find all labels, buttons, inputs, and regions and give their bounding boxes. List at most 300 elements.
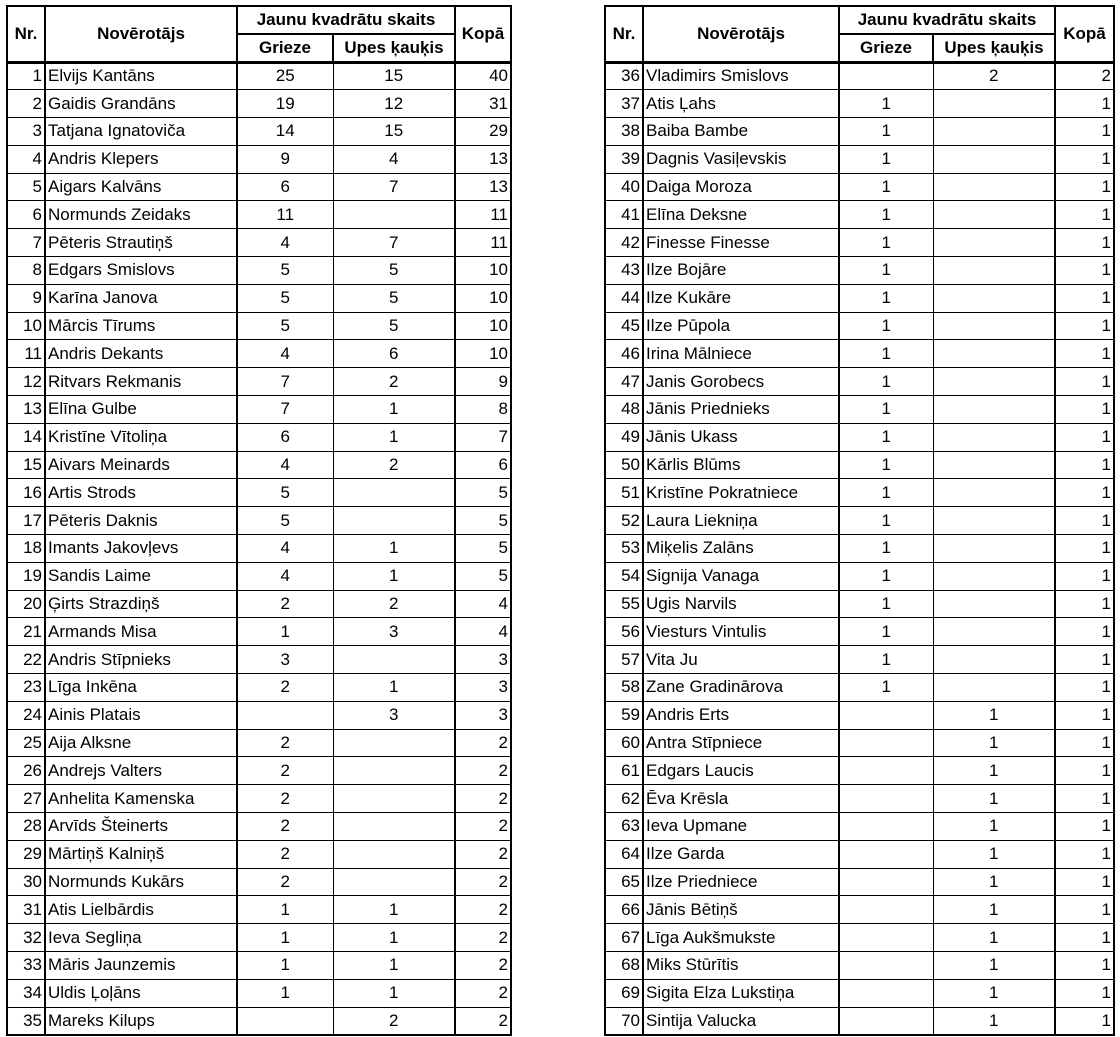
upes-kaukis-count-cell: 1 <box>333 979 455 1007</box>
total-count-cell: 13 <box>455 145 511 173</box>
grieze-count-cell: 1 <box>839 674 933 702</box>
nr-cell: 64 <box>605 840 643 868</box>
observer-name-cell: Jānis Priednieks <box>643 396 839 424</box>
table-row <box>7 451 511 479</box>
grieze-count-cell: 1 <box>839 145 933 173</box>
upes-kaukis-count-cell: 1 <box>333 674 455 702</box>
grieze-count-cell <box>839 62 933 90</box>
upes-kaukis-count-cell: 1 <box>333 535 455 563</box>
table-row <box>605 62 1114 90</box>
upes-kaukis-count-cell <box>933 229 1055 257</box>
total-count-cell: 1 <box>1055 423 1114 451</box>
upes-kaukis-count-cell: 2 <box>333 368 455 396</box>
total-count-cell: 4 <box>455 590 511 618</box>
grieze-count-cell: 1 <box>839 535 933 563</box>
total-count-cell: 6 <box>455 451 511 479</box>
table-row <box>605 646 1114 674</box>
total-count-cell: 1 <box>1055 173 1114 201</box>
upes-kaukis-count-cell <box>933 535 1055 563</box>
table-row <box>605 618 1114 646</box>
table-row <box>605 952 1114 980</box>
nr-cell: 70 <box>605 1007 643 1035</box>
table-row <box>7 201 511 229</box>
total-count-cell: 1 <box>1055 813 1114 841</box>
total-count-cell: 2 <box>455 757 511 785</box>
upes-kaukis-count-cell <box>933 479 1055 507</box>
grieze-count-cell <box>839 979 933 1007</box>
nr-cell: 27 <box>7 785 45 813</box>
upes-kaukis-count-cell <box>933 618 1055 646</box>
observer-name-cell: Andris Stīpnieks <box>45 646 237 674</box>
header-observer: Novērotājs <box>643 6 839 62</box>
nr-cell: 30 <box>7 868 45 896</box>
total-count-cell: 1 <box>1055 924 1114 952</box>
grieze-count-cell <box>839 924 933 952</box>
total-count-cell: 2 <box>455 979 511 1007</box>
observer-name-cell: Mareks Kilups <box>45 1007 237 1035</box>
observer-name-cell: Normunds Zeidaks <box>45 201 237 229</box>
total-count-cell: 11 <box>455 229 511 257</box>
nr-cell: 69 <box>605 979 643 1007</box>
header-nr: Nr. <box>7 6 45 62</box>
upes-kaukis-count-cell: 12 <box>333 90 455 118</box>
nr-cell: 38 <box>605 118 643 146</box>
observer-name-cell: Ainis Platais <box>45 701 237 729</box>
upes-kaukis-count-cell: 1 <box>933 868 1055 896</box>
nr-cell: 63 <box>605 813 643 841</box>
upes-kaukis-count-cell <box>933 396 1055 424</box>
header-nr: Nr. <box>605 6 643 62</box>
table-row <box>605 423 1114 451</box>
total-count-cell: 2 <box>455 1007 511 1035</box>
grieze-count-cell: 4 <box>237 562 333 590</box>
table-row <box>605 201 1114 229</box>
observer-name-cell: Vladimirs Smislovs <box>643 62 839 90</box>
nr-cell: 61 <box>605 757 643 785</box>
grieze-count-cell <box>839 952 933 980</box>
total-count-cell: 1 <box>1055 145 1114 173</box>
grieze-count-cell: 1 <box>839 423 933 451</box>
upes-kaukis-count-cell: 1 <box>933 785 1055 813</box>
observer-name-cell: Irina Mālniece <box>643 340 839 368</box>
observer-name-cell: Sintija Valucka <box>643 1007 839 1035</box>
upes-kaukis-count-cell: 1 <box>333 952 455 980</box>
table-row <box>605 868 1114 896</box>
upes-kaukis-count-cell: 7 <box>333 173 455 201</box>
nr-cell: 33 <box>7 952 45 980</box>
total-count-cell: 9 <box>455 368 511 396</box>
observer-name-cell: Tatjana Ignatoviča <box>45 118 237 146</box>
observer-name-cell: Edgars Laucis <box>643 757 839 785</box>
table-row <box>7 284 511 312</box>
upes-kaukis-count-cell: 1 <box>333 896 455 924</box>
observer-name-cell: Daiga Moroza <box>643 173 839 201</box>
table-row <box>7 535 511 563</box>
grieze-count-cell <box>839 840 933 868</box>
nr-cell: 22 <box>7 646 45 674</box>
upes-kaukis-count-cell <box>933 451 1055 479</box>
observer-name-cell: Janis Gorobecs <box>643 368 839 396</box>
upes-kaukis-count-cell: 5 <box>333 284 455 312</box>
table-row <box>7 562 511 590</box>
observer-name-cell: Edgars Smislovs <box>45 257 237 285</box>
nr-cell: 23 <box>7 674 45 702</box>
observer-name-cell: Līga Aukšmukste <box>643 924 839 952</box>
header-grieze: Grieze <box>839 34 933 62</box>
grieze-count-cell <box>237 1007 333 1035</box>
total-count-cell: 2 <box>455 868 511 896</box>
nr-cell: 66 <box>605 896 643 924</box>
upes-kaukis-count-cell <box>933 312 1055 340</box>
observer-name-cell: Antra Stīpniece <box>643 729 839 757</box>
table-row <box>605 840 1114 868</box>
nr-cell: 14 <box>7 423 45 451</box>
nr-cell: 65 <box>605 868 643 896</box>
total-count-cell: 1 <box>1055 896 1114 924</box>
header-new-squares: Jaunu kvadrātu skaits <box>839 6 1055 34</box>
observer-name-cell: Kristīne Vītoliņa <box>45 423 237 451</box>
observer-name-cell: Ilze Garda <box>643 840 839 868</box>
total-count-cell: 1 <box>1055 201 1114 229</box>
grieze-count-cell: 1 <box>839 229 933 257</box>
nr-cell: 62 <box>605 785 643 813</box>
table-row <box>7 701 511 729</box>
table-row <box>7 1007 511 1035</box>
upes-kaukis-count-cell: 1 <box>933 757 1055 785</box>
grieze-count-cell: 1 <box>839 507 933 535</box>
grieze-count-cell: 7 <box>237 368 333 396</box>
grieze-count-cell: 1 <box>839 118 933 146</box>
observer-name-cell: Miks Stūrītis <box>643 952 839 980</box>
total-count-cell: 1 <box>1055 646 1114 674</box>
total-count-cell: 1 <box>1055 590 1114 618</box>
nr-cell: 42 <box>605 229 643 257</box>
observer-name-cell: Elvijs Kantāns <box>45 62 237 90</box>
grieze-count-cell: 1 <box>839 90 933 118</box>
nr-cell: 40 <box>605 173 643 201</box>
total-count-cell: 3 <box>455 646 511 674</box>
table-row <box>605 479 1114 507</box>
grieze-count-cell: 1 <box>237 952 333 980</box>
total-count-cell: 10 <box>455 284 511 312</box>
observer-name-cell: Andris Klepers <box>45 145 237 173</box>
table-row <box>605 924 1114 952</box>
total-count-cell: 8 <box>455 396 511 424</box>
table-row <box>7 757 511 785</box>
observer-name-cell: Ugis Narvils <box>643 590 839 618</box>
header-upes-kaukis: Upes ķauķis <box>333 34 455 62</box>
observer-name-cell: Dagnis Vasiļevskis <box>643 145 839 173</box>
observer-table-left <box>6 5 512 1036</box>
table-row <box>605 757 1114 785</box>
observer-name-cell: Sigita Elza Lukstiņa <box>643 979 839 1007</box>
upes-kaukis-count-cell <box>933 201 1055 229</box>
nr-cell: 28 <box>7 813 45 841</box>
grieze-count-cell: 2 <box>237 813 333 841</box>
total-count-cell: 2 <box>455 785 511 813</box>
table-row <box>605 562 1114 590</box>
upes-kaukis-count-cell: 2 <box>333 451 455 479</box>
nr-cell: 36 <box>605 62 643 90</box>
grieze-count-cell: 19 <box>237 90 333 118</box>
grieze-count-cell: 1 <box>839 646 933 674</box>
table-row <box>7 145 511 173</box>
upes-kaukis-count-cell: 4 <box>333 145 455 173</box>
nr-cell: 53 <box>605 535 643 563</box>
total-count-cell: 40 <box>455 62 511 90</box>
grieze-count-cell: 25 <box>237 62 333 90</box>
total-count-cell: 2 <box>1055 62 1114 90</box>
table-row <box>605 896 1114 924</box>
grieze-count-cell: 4 <box>237 451 333 479</box>
table-body-left <box>7 62 511 1035</box>
total-count-cell: 1 <box>1055 118 1114 146</box>
table-row <box>7 229 511 257</box>
table-row <box>7 118 511 146</box>
table-row <box>605 312 1114 340</box>
table-row <box>7 479 511 507</box>
upes-kaukis-count-cell <box>333 201 455 229</box>
observer-name-cell: Miķelis Zalāns <box>643 535 839 563</box>
nr-cell: 68 <box>605 952 643 980</box>
nr-cell: 19 <box>7 562 45 590</box>
nr-cell: 32 <box>7 924 45 952</box>
grieze-count-cell: 1 <box>839 479 933 507</box>
table-row <box>7 729 511 757</box>
total-count-cell: 2 <box>455 813 511 841</box>
observer-name-cell: Viesturs Vintulis <box>643 618 839 646</box>
upes-kaukis-count-cell: 1 <box>933 952 1055 980</box>
grieze-count-cell: 1 <box>839 201 933 229</box>
nr-cell: 12 <box>7 368 45 396</box>
table-row <box>605 396 1114 424</box>
table-row <box>7 674 511 702</box>
nr-cell: 49 <box>605 423 643 451</box>
grieze-count-cell: 5 <box>237 284 333 312</box>
total-count-cell: 1 <box>1055 479 1114 507</box>
observer-name-cell: Andris Dekants <box>45 340 237 368</box>
nr-cell: 10 <box>7 312 45 340</box>
table-body-right <box>605 62 1114 1035</box>
total-count-cell: 1 <box>1055 90 1114 118</box>
observer-name-cell: Pēteris Strautiņš <box>45 229 237 257</box>
nr-cell: 51 <box>605 479 643 507</box>
nr-cell: 1 <box>7 62 45 90</box>
observer-name-cell: Uldis Ļoļāns <box>45 979 237 1007</box>
upes-kaukis-count-cell <box>933 507 1055 535</box>
observer-name-cell: Normunds Kukārs <box>45 868 237 896</box>
observer-name-cell: Laura Liekniņa <box>643 507 839 535</box>
upes-kaukis-count-cell: 7 <box>333 229 455 257</box>
table-row <box>605 145 1114 173</box>
table-row <box>605 701 1114 729</box>
grieze-count-cell <box>237 701 333 729</box>
nr-cell: 11 <box>7 340 45 368</box>
table-row <box>605 674 1114 702</box>
table-row <box>7 507 511 535</box>
nr-cell: 57 <box>605 646 643 674</box>
upes-kaukis-count-cell <box>333 868 455 896</box>
grieze-count-cell: 5 <box>237 507 333 535</box>
upes-kaukis-count-cell <box>933 590 1055 618</box>
nr-cell: 15 <box>7 451 45 479</box>
nr-cell: 60 <box>605 729 643 757</box>
observer-name-cell: Anhelita Kamenska <box>45 785 237 813</box>
nr-cell: 58 <box>605 674 643 702</box>
table-row <box>605 118 1114 146</box>
total-count-cell: 1 <box>1055 257 1114 285</box>
upes-kaukis-count-cell: 15 <box>333 62 455 90</box>
nr-cell: 41 <box>605 201 643 229</box>
nr-cell: 54 <box>605 562 643 590</box>
upes-kaukis-count-cell <box>933 118 1055 146</box>
upes-kaukis-count-cell: 3 <box>333 701 455 729</box>
table-row <box>605 340 1114 368</box>
grieze-count-cell: 1 <box>839 312 933 340</box>
nr-cell: 35 <box>7 1007 45 1035</box>
total-count-cell: 1 <box>1055 451 1114 479</box>
observer-name-cell: Ilze Kukāre <box>643 284 839 312</box>
total-count-cell: 1 <box>1055 368 1114 396</box>
nr-cell: 18 <box>7 535 45 563</box>
total-count-cell: 1 <box>1055 507 1114 535</box>
grieze-count-cell: 1 <box>237 924 333 952</box>
grieze-count-cell: 2 <box>237 590 333 618</box>
nr-cell: 34 <box>7 979 45 1007</box>
observer-name-cell: Atis Ļahs <box>643 90 839 118</box>
grieze-count-cell <box>839 701 933 729</box>
grieze-count-cell: 4 <box>237 340 333 368</box>
observer-name-cell: Mārtiņš Kalniņš <box>45 840 237 868</box>
nr-cell: 21 <box>7 618 45 646</box>
grieze-count-cell: 1 <box>237 979 333 1007</box>
table-row <box>7 924 511 952</box>
total-count-cell: 1 <box>1055 701 1114 729</box>
nr-cell: 45 <box>605 312 643 340</box>
upes-kaukis-count-cell <box>933 646 1055 674</box>
observer-name-cell: Baiba Bambe <box>643 118 839 146</box>
grieze-count-cell <box>839 785 933 813</box>
table-row <box>7 618 511 646</box>
table-row <box>7 896 511 924</box>
total-count-cell: 1 <box>1055 618 1114 646</box>
table-row <box>7 368 511 396</box>
nr-cell: 3 <box>7 118 45 146</box>
table-row <box>7 590 511 618</box>
nr-cell: 16 <box>7 479 45 507</box>
nr-cell: 4 <box>7 145 45 173</box>
upes-kaukis-count-cell: 1 <box>933 924 1055 952</box>
grieze-count-cell: 1 <box>839 257 933 285</box>
grieze-count-cell: 4 <box>237 229 333 257</box>
observer-name-cell: Jānis Ukass <box>643 423 839 451</box>
upes-kaukis-count-cell: 1 <box>933 979 1055 1007</box>
upes-kaukis-count-cell: 1 <box>333 423 455 451</box>
table-row <box>605 535 1114 563</box>
table-row <box>605 173 1114 201</box>
total-count-cell: 10 <box>455 312 511 340</box>
nr-cell: 44 <box>605 284 643 312</box>
grieze-count-cell: 3 <box>237 646 333 674</box>
observer-name-cell: Elīna Gulbe <box>45 396 237 424</box>
nr-cell: 8 <box>7 257 45 285</box>
grieze-count-cell: 6 <box>237 423 333 451</box>
grieze-count-cell: 7 <box>237 396 333 424</box>
total-count-cell: 10 <box>455 340 511 368</box>
total-count-cell: 1 <box>1055 535 1114 563</box>
total-count-cell: 2 <box>455 896 511 924</box>
nr-cell: 48 <box>605 396 643 424</box>
observer-name-cell: Jānis Bētiņš <box>643 896 839 924</box>
grieze-count-cell: 2 <box>237 729 333 757</box>
header-new-squares: Jaunu kvadrātu skaits <box>237 6 455 34</box>
observer-name-cell: Karīna Janova <box>45 284 237 312</box>
upes-kaukis-count-cell <box>333 840 455 868</box>
total-count-cell: 5 <box>455 535 511 563</box>
nr-cell: 2 <box>7 90 45 118</box>
total-count-cell: 1 <box>1055 396 1114 424</box>
nr-cell: 6 <box>7 201 45 229</box>
total-count-cell: 1 <box>1055 674 1114 702</box>
total-count-cell: 1 <box>1055 229 1114 257</box>
nr-cell: 37 <box>605 90 643 118</box>
upes-kaukis-count-cell: 2 <box>933 62 1055 90</box>
grieze-count-cell <box>839 757 933 785</box>
observer-name-cell: Signija Vanaga <box>643 562 839 590</box>
upes-kaukis-count-cell <box>933 173 1055 201</box>
total-count-cell: 10 <box>455 257 511 285</box>
grieze-count-cell: 4 <box>237 535 333 563</box>
header-total: Kopā <box>455 6 511 62</box>
total-count-cell: 3 <box>455 701 511 729</box>
upes-kaukis-count-cell: 2 <box>333 590 455 618</box>
upes-kaukis-count-cell: 1 <box>333 396 455 424</box>
upes-kaukis-count-cell: 6 <box>333 340 455 368</box>
table-row <box>7 396 511 424</box>
total-count-cell: 11 <box>455 201 511 229</box>
observer-name-cell: Ieva Segliņa <box>45 924 237 952</box>
observer-name-cell: Andris Erts <box>643 701 839 729</box>
grieze-count-cell: 5 <box>237 479 333 507</box>
table-row <box>7 173 511 201</box>
table-row <box>7 979 511 1007</box>
observer-name-cell: Māris Jaunzemis <box>45 952 237 980</box>
upes-kaukis-count-cell: 3 <box>333 618 455 646</box>
total-count-cell: 1 <box>1055 785 1114 813</box>
table-row <box>605 451 1114 479</box>
nr-cell: 13 <box>7 396 45 424</box>
grieze-count-cell <box>839 868 933 896</box>
nr-cell: 31 <box>7 896 45 924</box>
total-count-cell: 2 <box>455 924 511 952</box>
table-row <box>7 90 511 118</box>
total-count-cell: 5 <box>455 479 511 507</box>
total-count-cell: 1 <box>1055 729 1114 757</box>
upes-kaukis-count-cell <box>933 562 1055 590</box>
nr-cell: 26 <box>7 757 45 785</box>
grieze-count-cell: 14 <box>237 118 333 146</box>
observer-name-cell: Aigars Kalvāns <box>45 173 237 201</box>
table-row <box>605 729 1114 757</box>
upes-kaukis-count-cell <box>933 340 1055 368</box>
table-row <box>605 590 1114 618</box>
header-grieze: Grieze <box>237 34 333 62</box>
table-row <box>7 257 511 285</box>
table-row <box>605 229 1114 257</box>
observer-name-cell: Kristīne Pokratniece <box>643 479 839 507</box>
nr-cell: 59 <box>605 701 643 729</box>
nr-cell: 67 <box>605 924 643 952</box>
